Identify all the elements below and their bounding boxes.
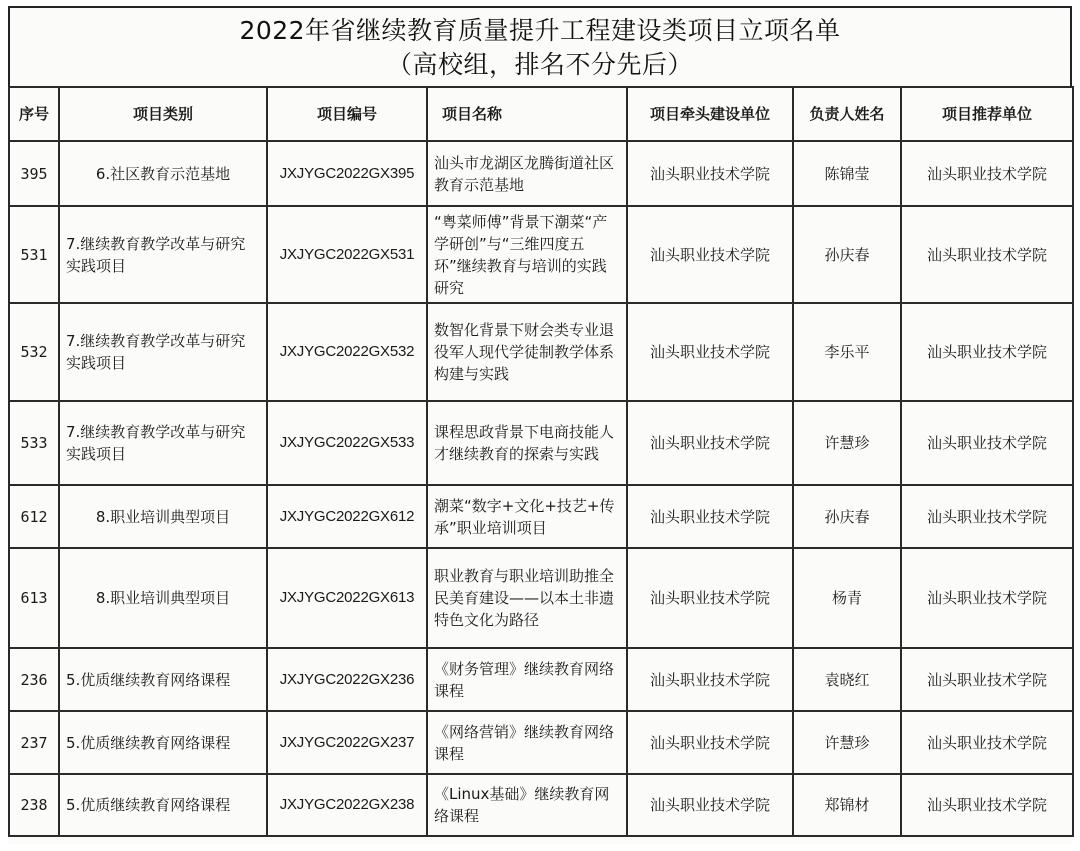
cell-seq: 237 bbox=[9, 711, 59, 774]
cell-seq: 533 bbox=[9, 401, 59, 485]
header-code: 项目编号 bbox=[267, 87, 427, 141]
cell-code: JXJYGC2022GX613 bbox=[267, 548, 427, 648]
document-subtitle: （高校组，排名不分先后） bbox=[386, 50, 693, 79]
cell-category: 8.职业培训典型项目 bbox=[59, 548, 267, 648]
cell-lead-unit: 汕头职业技术学院 bbox=[627, 141, 793, 206]
cell-name: 《网络营销》继续教育网络课程 bbox=[427, 711, 627, 774]
cell-recommend-unit: 汕头职业技术学院 bbox=[901, 774, 1073, 836]
cell-person: 许慧珍 bbox=[793, 711, 901, 774]
cell-code: JXJYGC2022GX237 bbox=[267, 711, 427, 774]
cell-lead-unit: 汕头职业技术学院 bbox=[627, 303, 793, 401]
cell-seq: 236 bbox=[9, 648, 59, 711]
cell-name: 职业教育与职业培训助推全民美育建设——以本土非遗特色文化为路径 bbox=[427, 548, 627, 648]
header-seq: 序号 bbox=[9, 87, 59, 141]
cell-person: 袁晓红 bbox=[793, 648, 901, 711]
cell-person: 李乐平 bbox=[793, 303, 901, 401]
table-row bbox=[9, 401, 1073, 485]
cell-seq: 531 bbox=[9, 206, 59, 303]
cell-code: JXJYGC2022GX238 bbox=[267, 774, 427, 836]
cell-lead-unit: 汕头职业技术学院 bbox=[627, 648, 793, 711]
cell-recommend-unit: 汕头职业技术学院 bbox=[901, 401, 1073, 485]
cell-lead-unit: 汕头职业技术学院 bbox=[627, 485, 793, 548]
table-row bbox=[9, 774, 1073, 836]
cell-seq: 395 bbox=[9, 141, 59, 206]
cell-person: 许慧珍 bbox=[793, 401, 901, 485]
table-row bbox=[9, 206, 1073, 303]
cell-code: JXJYGC2022GX531 bbox=[267, 206, 427, 303]
cell-name: 《Linux基础》继续教育网络课程 bbox=[427, 774, 627, 836]
cell-name: 课程思政背景下电商技能人才继续教育的探索与实践 bbox=[427, 401, 627, 485]
cell-code: JXJYGC2022GX532 bbox=[267, 303, 427, 401]
cell-lead-unit: 汕头职业技术学院 bbox=[627, 711, 793, 774]
header-recommend-unit: 项目推荐单位 bbox=[901, 87, 1073, 141]
cell-recommend-unit: 汕头职业技术学院 bbox=[901, 548, 1073, 648]
cell-seq: 612 bbox=[9, 485, 59, 548]
cell-code: JXJYGC2022GX236 bbox=[267, 648, 427, 711]
cell-category: 7.继续教育教学改革与研究实践项目 bbox=[59, 206, 267, 303]
cell-name: “粤菜师傅”背景下潮菜“产学研创”与“三维四度五环”继续教育与培训的实践研究 bbox=[427, 206, 627, 303]
cell-recommend-unit: 汕头职业技术学院 bbox=[901, 141, 1073, 206]
cell-lead-unit: 汕头职业技术学院 bbox=[627, 206, 793, 303]
document-page bbox=[8, 6, 1072, 844]
table-row bbox=[9, 485, 1073, 548]
table-row bbox=[9, 711, 1073, 774]
table-header-row bbox=[9, 87, 1073, 141]
table-row bbox=[9, 548, 1073, 648]
cell-person: 杨青 bbox=[793, 548, 901, 648]
cell-category: 5.优质继续教育网络课程 bbox=[59, 648, 267, 711]
cell-category: 6.社区教育示范基地 bbox=[59, 141, 267, 206]
cell-recommend-unit: 汕头职业技术学院 bbox=[901, 711, 1073, 774]
cell-seq: 238 bbox=[9, 774, 59, 836]
title-box bbox=[8, 6, 1072, 86]
cell-recommend-unit: 汕头职业技术学院 bbox=[901, 485, 1073, 548]
cell-name: 数智化背景下财会类专业退役军人现代学徒制教学体系构建与实践 bbox=[427, 303, 627, 401]
cell-category: 7.继续教育教学改革与研究实践项目 bbox=[59, 303, 267, 401]
cell-lead-unit: 汕头职业技术学院 bbox=[627, 548, 793, 648]
cell-recommend-unit: 汕头职业技术学院 bbox=[901, 303, 1073, 401]
cell-person: 孙庆春 bbox=[793, 485, 901, 548]
cell-name: 汕头市龙湖区龙腾街道社区教育示范基地 bbox=[427, 141, 627, 206]
project-table bbox=[8, 86, 1074, 837]
cell-category: 8.职业培训典型项目 bbox=[59, 485, 267, 548]
header-lead-unit: 项目牵头建设单位 bbox=[627, 87, 793, 141]
table-row bbox=[9, 141, 1073, 206]
cell-person: 郑锦材 bbox=[793, 774, 901, 836]
header-category: 项目类别 bbox=[59, 87, 267, 141]
cell-category: 5.优质继续教育网络课程 bbox=[59, 774, 267, 836]
cell-code: JXJYGC2022GX612 bbox=[267, 485, 427, 548]
cell-name: 《财务管理》继续教育网络课程 bbox=[427, 648, 627, 711]
cell-seq: 613 bbox=[9, 548, 59, 648]
document-title: 2022年省继续教育质量提升工程建设类项目立项名单 bbox=[239, 16, 841, 45]
cell-category: 5.优质继续教育网络课程 bbox=[59, 711, 267, 774]
cell-lead-unit: 汕头职业技术学院 bbox=[627, 401, 793, 485]
cell-recommend-unit: 汕头职业技术学院 bbox=[901, 206, 1073, 303]
cell-name: 潮菜“数字+文化+技艺+传承”职业培训项目 bbox=[427, 485, 627, 548]
cell-code: JXJYGC2022GX395 bbox=[267, 141, 427, 206]
cell-seq: 532 bbox=[9, 303, 59, 401]
table-row bbox=[9, 303, 1073, 401]
cell-category: 7.继续教育教学改革与研究实践项目 bbox=[59, 401, 267, 485]
table-row bbox=[9, 648, 1073, 711]
cell-recommend-unit: 汕头职业技术学院 bbox=[901, 648, 1073, 711]
header-person: 负责人姓名 bbox=[793, 87, 901, 141]
cell-lead-unit: 汕头职业技术学院 bbox=[627, 774, 793, 836]
header-name: 项目名称 bbox=[427, 87, 627, 141]
cell-person: 孙庆春 bbox=[793, 206, 901, 303]
cell-code: JXJYGC2022GX533 bbox=[267, 401, 427, 485]
cell-person: 陈锦莹 bbox=[793, 141, 901, 206]
